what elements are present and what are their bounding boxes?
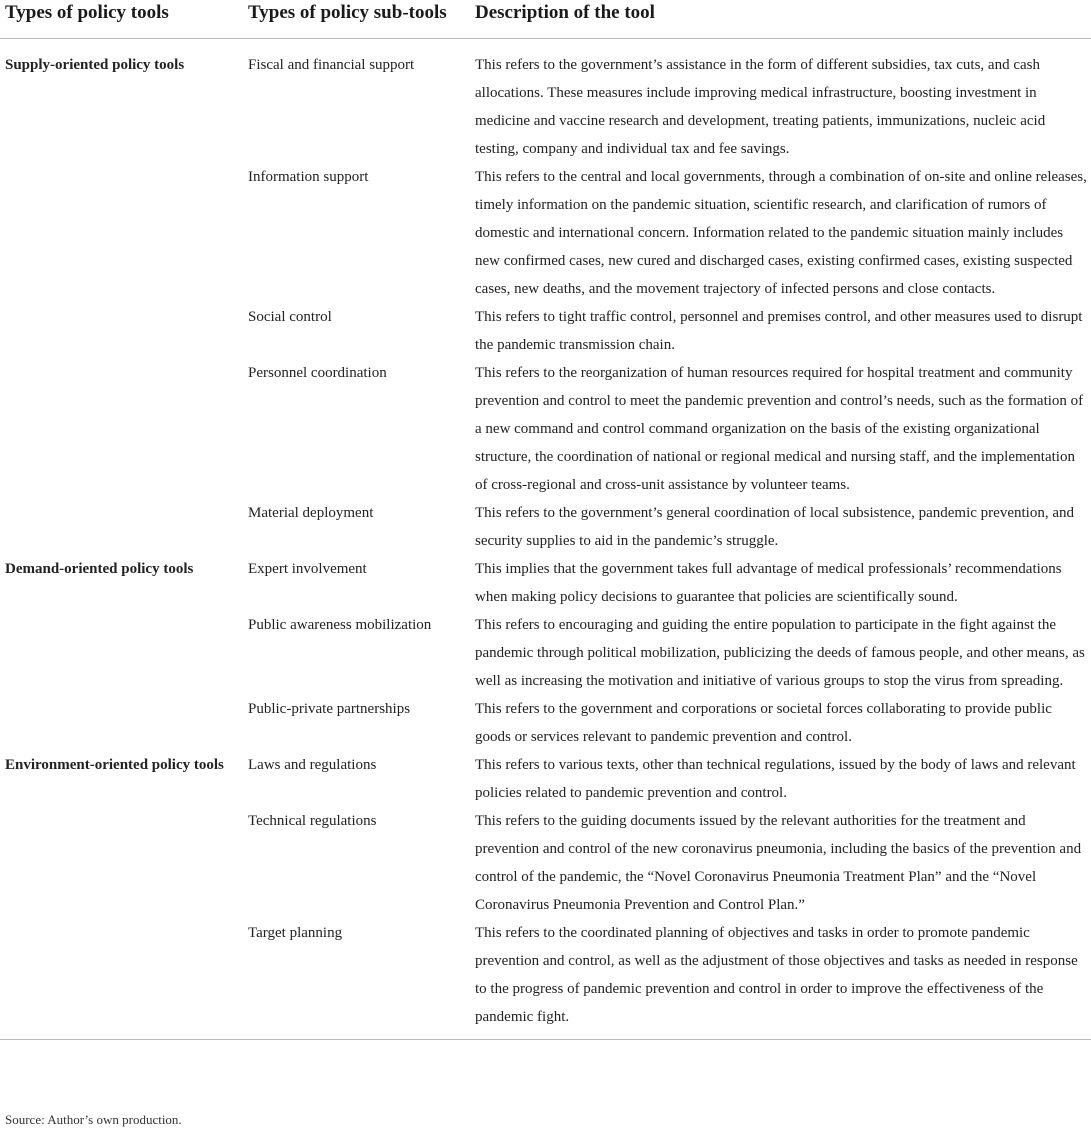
sub-tool-cell: Technical regulations xyxy=(248,813,377,829)
tool-type-cell xyxy=(0,303,243,359)
description-cell: This refers to the reorganization of human resources required for hospital treatment and community prevention and control to meet the pandemic prevention and control’s needs, such as the formation of a new command and control command organization on the basis of the existing organizational structure, the coordination of national or regional medical and nursing staff, and the implementation of cross-regional and cross-unit assistance by volunteer teams. xyxy=(475,365,1084,493)
description-cell: This refers to various texts, other than technical regulations, issued by the body of laws and relevant policies related to pandemic prevention and control. xyxy=(475,757,1076,801)
sub-tool-cell: Public-private partnerships xyxy=(248,701,411,717)
header-policy-sub-tools: Types of policy sub-tools xyxy=(243,0,469,39)
table-row xyxy=(0,359,1091,499)
tool-type-cell xyxy=(0,611,243,695)
source-note: Source: Author’s own production. xyxy=(5,1112,182,1127)
description-cell: This refers to the guiding documents issued by the relevant authorities for the treatment and prevention and control of the new coronavirus pneumonia, including the basics of the prevention and control of the pandemic, the “Novel Coronavirus Pneumonia Treatment Plan” and the “Novel Coronavirus Pneumonia Prevention and Control Plan.” xyxy=(475,813,1082,913)
description-cell: This refers to the government and corporations or societal forces collaborating to provide public goods or services relevant to pandemic prevention and control. xyxy=(475,701,1052,745)
table-row xyxy=(0,303,1091,359)
sub-tool-cell: Social control xyxy=(248,309,332,325)
header-policy-tools: Types of policy tools xyxy=(0,0,243,39)
sub-tool-cell: Laws and regulations xyxy=(248,757,377,773)
table-row xyxy=(0,611,1091,695)
description-cell: This implies that the government takes full advantage of medical professionals’ recommendations when making policy decisions to guarantee that policies are scientifically sound. xyxy=(475,561,1062,605)
sub-tool-cell: Material deployment xyxy=(248,505,374,521)
table-row xyxy=(0,807,1091,919)
description-cell: This refers to encouraging and guiding the entire population to participate in the fight against the pandemic through political mobilization, publicizing the deeds of famous people, and other means, as well as increasing the motivation and initiative of various groups to stop the virus from spreading. xyxy=(475,617,1085,689)
description-cell: This refers to the central and local governments, through a combination of on-site and online releases, timely information on the pandemic situation, scientific research, and clarification of rumors of domestic and international concern. Information related to the pandemic situation mainly includes new confirmed cases, new cured and discharged cases, existing confirmed cases, existing suspected cases, new deaths, and the movement trajectory of infected persons and close contacts. xyxy=(475,169,1087,297)
tool-type-cell: Supply-oriented policy tools xyxy=(5,57,185,73)
sub-tool-cell: Target planning xyxy=(243,919,469,1040)
tool-type-cell xyxy=(0,359,243,499)
table-row xyxy=(0,499,1091,555)
table-row xyxy=(0,695,1091,751)
description-cell: This refers to the government’s assistance in the form of different subsidies, tax cuts, and cash allocations. These measures include improving medical infrastructure, boosting investment in medicine and vaccine research and development, treating patients, immunizations, nucleic acid testing, company and individual tax and fee savings. xyxy=(475,57,1046,157)
sub-tool-cell: Personnel coordination xyxy=(248,365,387,381)
tool-type-cell xyxy=(0,807,243,919)
sub-tool-cell: Public awareness mobilization xyxy=(248,617,432,633)
table-row xyxy=(0,751,1091,807)
table-row xyxy=(0,919,1091,1040)
tool-type-cell xyxy=(0,919,243,1040)
tool-type-cell xyxy=(0,695,243,751)
description-cell: This refers to tight traffic control, personnel and premises control, and other measures used to disrupt the pandemic transmission chain. xyxy=(475,309,1083,353)
table-header xyxy=(0,0,1091,39)
table-body xyxy=(0,39,1091,1040)
tool-type-cell xyxy=(0,163,243,303)
tool-type-cell xyxy=(0,499,243,555)
tool-type-cell: Environment-oriented policy tools xyxy=(5,757,224,773)
table-row xyxy=(0,39,1091,164)
sub-tool-cell: Fiscal and financial support xyxy=(248,57,415,73)
sub-tool-cell: Information support xyxy=(248,169,369,185)
header-description: Description of the tool xyxy=(469,0,1091,39)
description-cell: This refers to the coordinated planning of objectives and tasks in order to promote pandemic prevention and control, as well as the adjustment of those objectives and tasks as needed in response to the progress of pandemic prevention and control in order to improve the effectiveness of the pandemic fight. xyxy=(469,919,1091,1040)
tool-type-cell: Demand-oriented policy tools xyxy=(5,561,194,577)
sub-tool-cell: Expert involvement xyxy=(248,561,367,577)
table-row xyxy=(0,163,1091,303)
table-row xyxy=(0,555,1091,611)
description-cell: This refers to the government’s general coordination of local subsistence, pandemic prevention, and security supplies to aid in the pandemic’s struggle. xyxy=(475,505,1074,549)
header-row xyxy=(0,0,1091,39)
